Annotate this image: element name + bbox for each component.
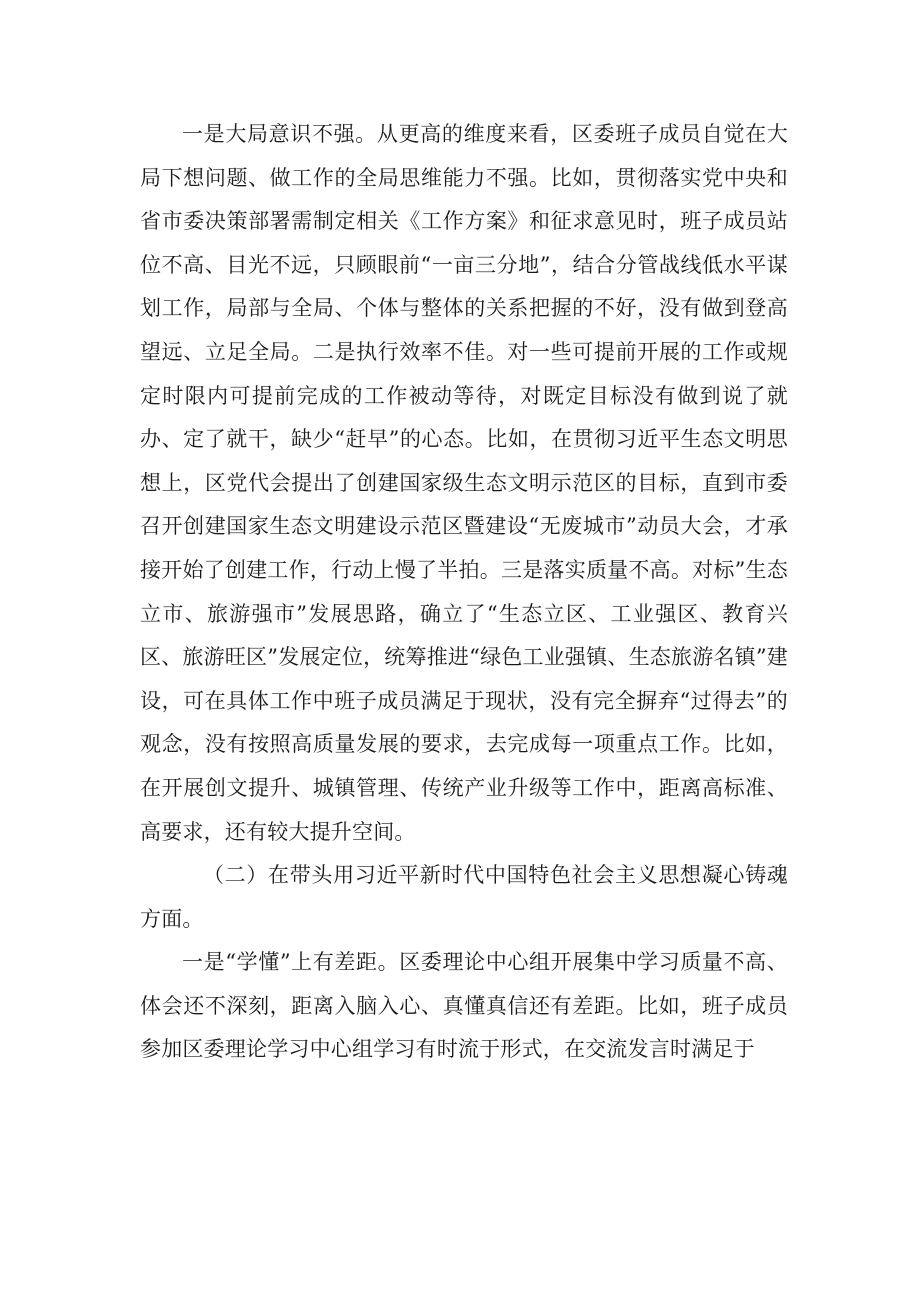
paragraph-overall-awareness: 一是大局意识不强。从更高的维度来看，区委班子成员自觉在大局下想问题、做工作的全局思维能力不强。比如，贯彻落实党中央和省市委决策部署需制定相关《工作方案》和征求意见时，班子成员站位不高、目光不远，只顾眼前“一亩三分地”，结合分管战线低水平谋划工作，局部与全局、个体与整体的关系把握的不好，没有做到登高望远、立足全局。二是执行效率不佳。对一些可提前开展的工作或规定时限内可提前完成的工作被动等待，对既定目标没有做到说了就办、定了就干，缺少“赶早”的心态。比如，在贯彻习近平生态文明思想上，区党代会提出了创建国家级生态文明示范区的目标，直到市委召开创建国家生态文明建设示范区暨建设“无废城市”动员大会，才承接开始了创建工作，行动上慢了半拍。三是落实质量不高。对标”生态立市、旅游强市”发展思路，确立了“生态立区、工业强区、教育兴区、旅游旺区”发展定位，统筹推进“绿色工业强镇、生态旅游名镇”建设，可在具体工作中班子成员满足于现状，没有完全摒弃“过得去”的观念，没有按照高质量发展的要求，去完成每一项重点工作。比如，在开展创文提升、城镇管理、传统产业升级等工作中，距离高标准、高要求，还有较大提升空间。: [140, 122, 788, 844]
paragraph-learning-gap: 一是“学懂”上有差距。区委理论中心组开展集中学习质量不高、体会还不深刻，距离入脑入心、真懂真信还有差距。比如，班子成员参加区委理论学习中心组学习有时流于形式，在交流发言时满足于: [140, 950, 788, 1062]
section-heading-2: （二）在带头用习近平新时代中国特色社会主义思想凝心铸魂方面。: [140, 863, 788, 931]
document-body: [140, 113, 788, 1072]
